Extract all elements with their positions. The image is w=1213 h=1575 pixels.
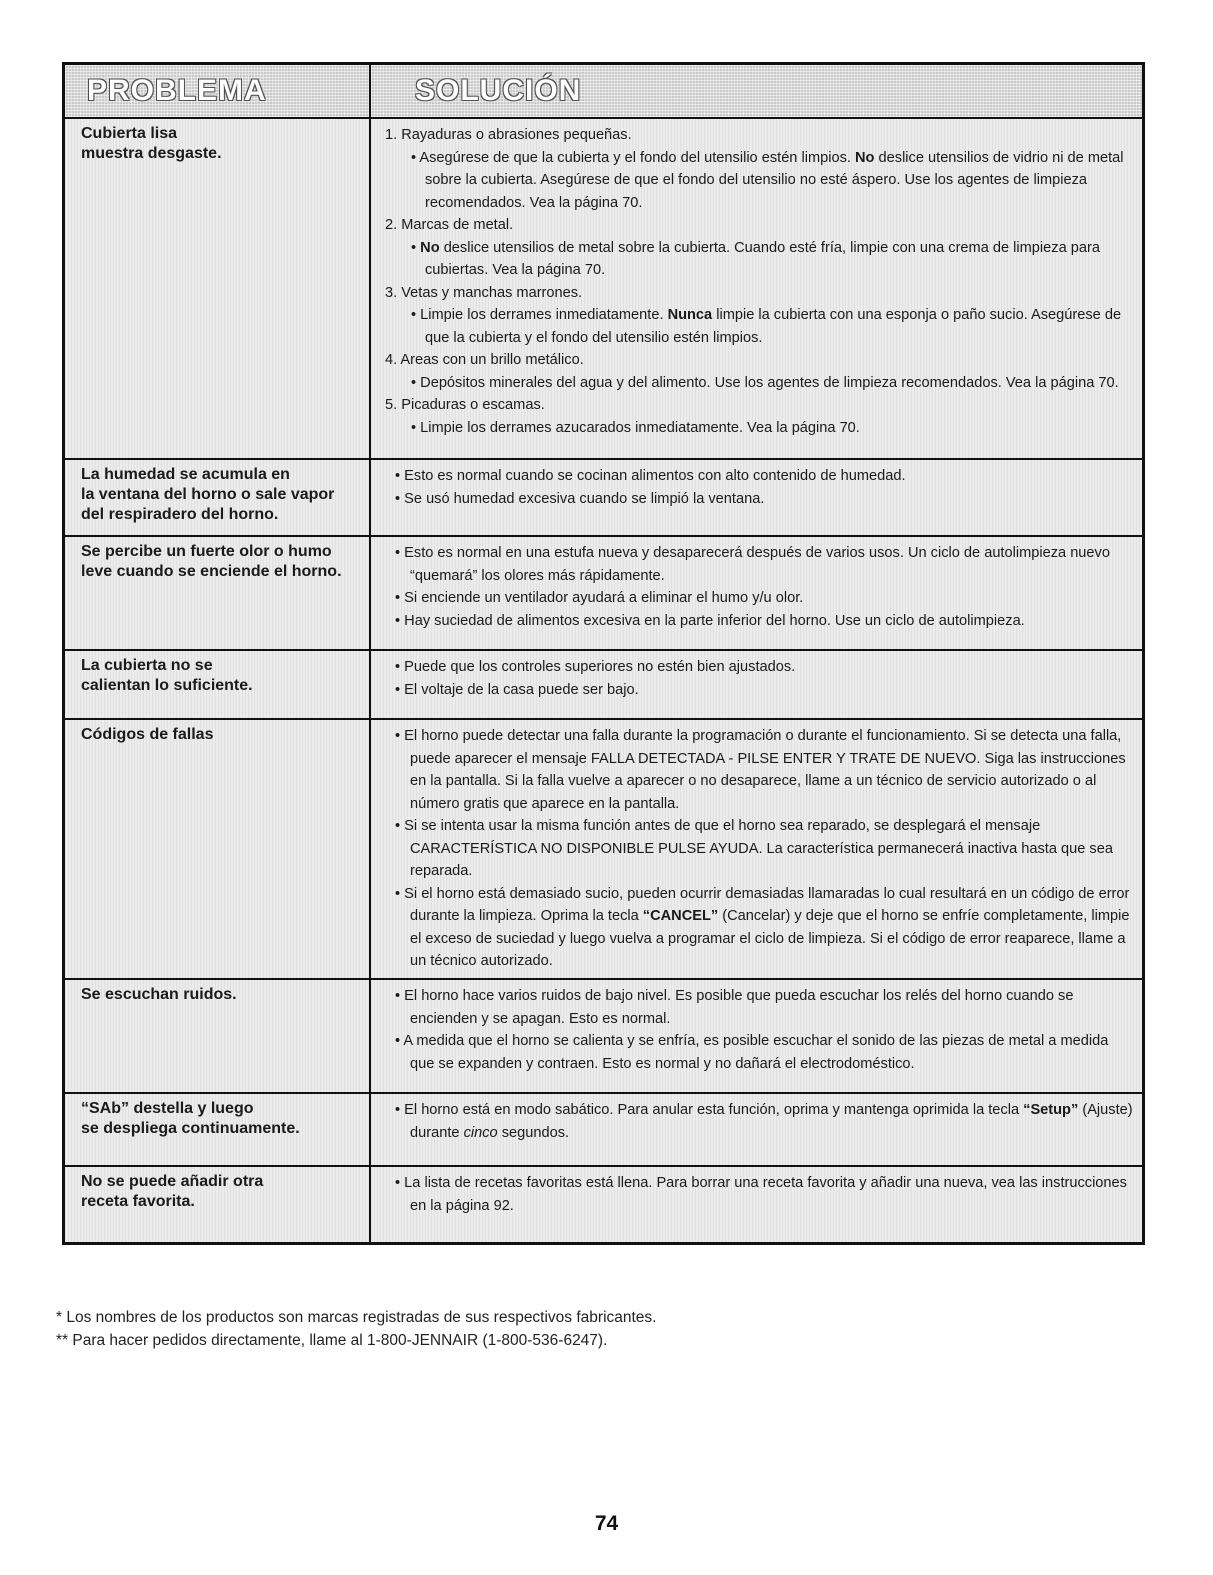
solution-text: 5. Picaduras o escamas. — [385, 397, 545, 413]
problem-line: del respiradero del horno. — [81, 506, 279, 523]
problem-line: la ventana del horno o sale vapor — [81, 486, 335, 503]
table-row — [65, 651, 1142, 720]
table-row — [65, 720, 1142, 980]
solution-cell — [371, 1094, 1142, 1165]
solution-text: 4. Areas con un brillo metálico. — [385, 352, 584, 368]
problem-cell — [65, 460, 371, 535]
problem-line: se despliega continuamente. — [81, 1120, 300, 1137]
table-row — [65, 537, 1142, 651]
troubleshooting-table — [62, 62, 1145, 1245]
problem-line: “SAb” destella y luego — [81, 1100, 254, 1117]
solution-text: deslice utensilios de metal sobre la cubierta. Cuando esté fría, limpie con una crema de limpieza para cubiertas. Vea la página 70. — [425, 239, 1100, 278]
solution-item — [383, 1030, 1136, 1075]
solution-text: 1. Rayaduras o abrasiones pequeñas. — [385, 127, 632, 143]
solution-text: 2. Marcas de metal. — [385, 217, 514, 233]
solution-item — [383, 1172, 1136, 1217]
page-number: 74 — [594, 1512, 619, 1535]
solution-text: cinco — [463, 1124, 498, 1141]
footnotes — [56, 1306, 657, 1352]
solution-text: limpie la cubierta con una esponja o paño sucio. Asegúrese de que la cubierta y el fondo del utensilio estén limpios. — [425, 307, 1122, 346]
solution-item — [383, 488, 1136, 511]
problem-cell — [65, 1094, 371, 1165]
solution-item — [383, 304, 1136, 349]
problem-cell — [65, 651, 371, 718]
table-body — [65, 119, 1142, 1242]
problem-line: Se percibe un fuerte olor o humo — [81, 543, 332, 560]
problem-cell — [65, 720, 371, 978]
solution-text: • El horno está en modo sabático. Para anular esta función, oprima y mantenga oprimida la tecla — [395, 1102, 1024, 1118]
solution-cell — [371, 537, 1142, 649]
solution-cell — [371, 980, 1142, 1092]
problem-line: No se puede añadir otra — [81, 1173, 264, 1190]
solution-text: “Setup” — [1023, 1102, 1079, 1118]
solution-text: • Depósitos minerales del agua y del alimento. Use los agentes de limpieza recomendados. Vea la página 70. — [411, 374, 1119, 391]
problem-line: Se escuchan ruidos. — [81, 986, 237, 1003]
solution-heading — [383, 282, 1136, 305]
solution-heading — [383, 394, 1136, 417]
solution-text: • Limpie los derrames azucarados inmediatamente. Vea la página 70. — [411, 419, 860, 436]
table-header — [65, 65, 1142, 119]
problem-line: La humedad se acumula en — [81, 466, 290, 483]
solution-item — [383, 587, 1136, 610]
table-row — [65, 119, 1142, 460]
solution-item — [383, 656, 1136, 679]
footnote-trademark: * Los nombres de los productos son marcas registradas de sus respectivos fabricantes. — [56, 1309, 657, 1326]
solution-text: • Si enciende un ventilador ayudará a eliminar el humo y/u olor. — [395, 590, 804, 606]
solution-item — [383, 417, 1136, 440]
solution-text: • Si el horno está demasiado sucio, pueden ocurrir demasiadas llamaradas lo cual resultará en un código de error durante la limpieza. Oprima la tecla — [395, 885, 1130, 924]
problem-cell — [65, 1167, 371, 1242]
solution-text: (Ajuste) durante — [410, 1102, 1133, 1141]
solution-text: • El horno puede detectar una falla durante la programación o durante el funcionamiento. Si se detecta una falla, puede aparecer el mensaje FALLA DETECTADA - PILSE ENTER Y TRATE DE NUEVO. Siga las instrucciones en la pantalla. Si la falla vuelve a aparecer o no desaparece, llame a un técnico de servicio autorizado o al número gratis que aparece en la pantalla. — [395, 728, 1126, 812]
solution-text: • — [411, 239, 421, 256]
solution-text: • Asegúrese de que la cubierta y el fondo del utensilio estén limpios. — [411, 149, 856, 166]
solution-item — [383, 237, 1136, 282]
solution-item — [383, 610, 1136, 633]
solution-item — [383, 883, 1136, 973]
solution-cell — [371, 460, 1142, 535]
solution-item — [383, 372, 1136, 395]
solution-item — [383, 985, 1136, 1030]
solution-heading — [383, 349, 1136, 372]
table-row — [65, 1167, 1142, 1242]
solution-item — [383, 465, 1136, 488]
solution-text: No — [420, 239, 440, 256]
solution-cell — [371, 651, 1142, 718]
header-problem — [65, 65, 371, 117]
problem-cell — [65, 980, 371, 1092]
solution-text: (Cancelar) y deje que el horno se enfríe completamente, limpie el exceso de suciedad y luego vuelva a programar el ciclo de limpieza. Si el código de error reaparece, llame a un técnico autorizado. — [410, 908, 1130, 969]
problem-line: La cubierta no se — [81, 657, 213, 674]
table-row — [65, 1094, 1142, 1167]
solution-item — [383, 147, 1136, 215]
header-solution-label: SOLUCIÓN — [415, 74, 582, 107]
header-problem-label: PROBLEMA — [87, 74, 267, 107]
solution-text: • Puede que los controles superiores no estén bien ajustados. — [395, 659, 796, 675]
header-solution — [371, 65, 1142, 117]
solution-item — [383, 542, 1136, 587]
solution-text: No — [855, 149, 875, 166]
solution-text: • Se usó humedad excesiva cuando se limpió la ventana. — [395, 490, 765, 507]
problem-line: receta favorita. — [81, 1193, 195, 1210]
problem-line: muestra desgaste. — [81, 145, 222, 162]
solution-cell — [371, 720, 1142, 978]
problem-line: calientan lo suficiente. — [81, 677, 253, 694]
solution-item — [383, 725, 1136, 815]
table-row — [65, 460, 1142, 537]
solution-text: “CANCEL” — [642, 908, 719, 924]
solution-cell — [371, 119, 1142, 458]
solution-text: deslice utensilios de vidrio ni de metal sobre la cubierta. Asegúrese de que el fondo del utensilio no esté áspero. Use los agentes de limpieza recomendados. Vea la página 70. — [425, 149, 1124, 211]
solution-item — [383, 1099, 1136, 1144]
solution-text: • Esto es normal en una estufa nueva y desaparecerá después de varios usos. Un ciclo de autolimpieza nuevo “quemará” los olores más rápidamente. — [395, 545, 1110, 584]
solution-text: • La lista de recetas favoritas está llena. Para borrar una receta favorita y añadir una nueva, vea las instrucciones en la página 92. — [395, 1175, 1127, 1214]
solution-heading — [383, 214, 1136, 237]
solution-text: • El horno hace varios ruidos de bajo nivel. Es posible que pueda escuchar los relés del horno cuando se encienden y se apagan. Esto es normal. — [395, 988, 1074, 1027]
problem-line: Cubierta lisa — [81, 125, 178, 142]
solution-text: segundos. — [497, 1124, 570, 1141]
table-row — [65, 980, 1142, 1094]
solution-text: • Si se intenta usar la misma función antes de que el horno sea reparado, se desplegará el mensaje CARACTERÍSTICA NO DISPONIBLE PULSE AYUDA. La característica permanecerá inactiva hasta que sea reparada. — [395, 818, 1113, 879]
solution-text: • Esto es normal cuando se cocinan alimentos con alto contenido de humedad. — [395, 468, 906, 484]
solution-text: Nunca — [667, 307, 713, 323]
problem-cell — [65, 119, 371, 458]
solution-text: • Hay suciedad de alimentos excesiva en la parte inferior del horno. Use un ciclo de autolimpieza. — [395, 612, 1025, 629]
problem-cell — [65, 537, 371, 649]
solution-cell — [371, 1167, 1142, 1242]
solution-item — [383, 679, 1136, 702]
solution-text: • A medida que el horno se calienta y se enfría, es posible escuchar el sonido de las piezas de metal a medida que se expanden y contraen. Esto es normal y no dañará el electrodoméstico. — [395, 1033, 1109, 1072]
footnote-orders: ** Para hacer pedidos directamente, llame al 1-800-JENNAIR (1-800-536-6247). — [56, 1332, 608, 1349]
solution-text: • Limpie los derrames inmediatamente. — [411, 307, 668, 323]
solution-text: 3. Vetas y manchas marrones. — [385, 284, 583, 301]
solution-text: • El voltaje de la casa puede ser bajo. — [395, 681, 639, 698]
solution-item — [383, 815, 1136, 883]
problem-line: leve cuando se enciende el horno. — [81, 563, 342, 580]
problem-line: Códigos de fallas — [81, 726, 214, 743]
solution-heading — [383, 124, 1136, 147]
